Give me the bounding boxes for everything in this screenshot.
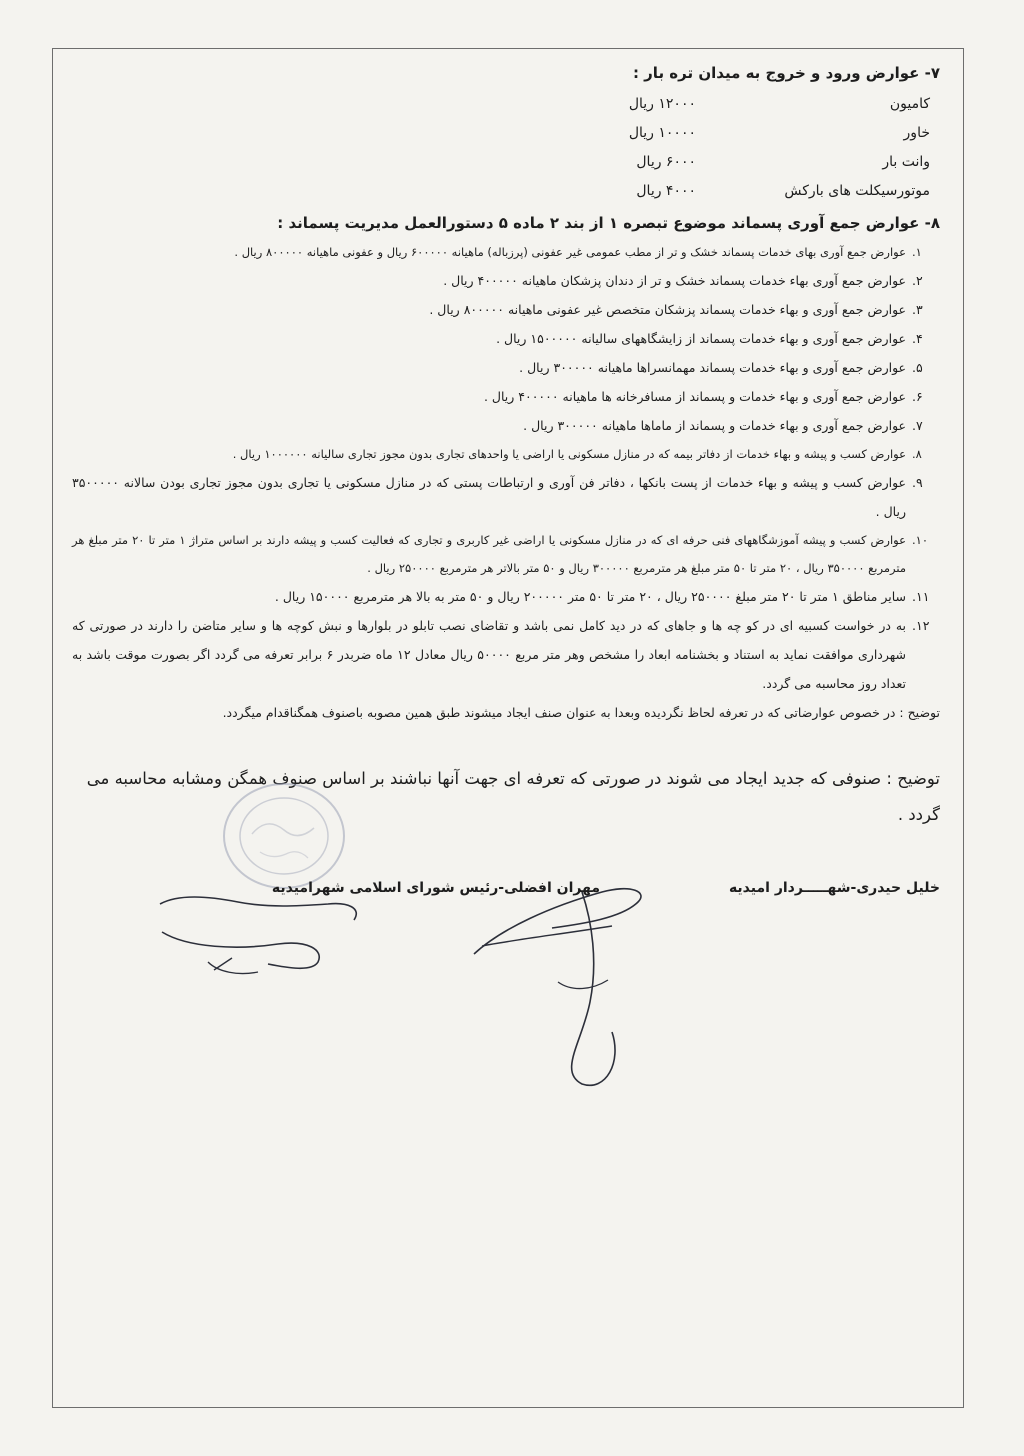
list-item [72, 353, 940, 382]
tariff-row [72, 177, 940, 206]
item-text: سایر مناطق ۱ متر تا ۲۰ متر مبلغ ۲۵۰۰۰۰ ریال ، ۲۰ متر تا ۵۰ متر ۲۰۰۰۰۰ ریال و ۵۰ متر به بالا هر مترمربع ۱۵۰۰۰۰ ریال . [274, 589, 906, 604]
item-number: ۸. [912, 447, 922, 461]
list-item [72, 238, 940, 266]
item-number: ۳. [912, 302, 923, 317]
vehicle-price: ۶۰۰۰ ریال [636, 154, 696, 170]
item-text: عوارض کسب و پیشه و بهاء خدمات از پست بانکها ، دفاتر فن آوری و ارتباطات پستی که در منازل مسکونی یا تجاری بدون مجوز تجاری بودن سالانه ۳۵۰۰۰۰۰ ریال . [72, 475, 906, 519]
list-item [72, 440, 940, 468]
vehicle-name: خاور [903, 125, 930, 141]
section-8-note: توضیح : در خصوص عوارضاتی که در تعرفه لحاظ نگردیده وبعدا به عنوان صنف ایجاد میشوند طبق همین مصوبه باصنوف همگناقدام میگردد. [222, 705, 940, 720]
section-8-list [72, 238, 940, 698]
item-number: ۱۰. [912, 533, 929, 547]
list-item [72, 582, 940, 611]
item-number: ۶. [912, 389, 923, 404]
item-text: عوارض جمع آوری و بهاء خدمات پسماند مهمانسراها ماهیانه ۳۰۰۰۰۰ ریال . [519, 360, 906, 375]
item-text: عوارض جمع آوری و بهاء خدمات پسماند از زایشگاههای سالیانه ۱۵۰۰۰۰۰ ریال . [496, 331, 906, 346]
item-number: ۴. [912, 331, 923, 346]
tariff-row [72, 90, 940, 119]
vehicle-name: وانت بار [882, 154, 930, 170]
item-number: ۱۲. [912, 618, 930, 633]
vehicle-name: موتورسیکلت های بارکش [784, 183, 930, 199]
final-note: توضیح : صنوفی که جدید ایجاد می شوند در صورتی که تعرفه ای جهت آنها نباشند بر اساس صنوف همگن ومشابه محاسبه می گردد . [86, 769, 940, 824]
list-item [72, 295, 940, 324]
item-number: ۹. [912, 475, 923, 490]
item-text: عوارض کسب و پیشه آموزشگاههای فنی حرفه ای که در منازل مسکونی یا اراضی غیر کاربری و تجاری که فعالیت کسب و پیشه دارند بر اساس متراژ ۱ متر تا ۲۰ متر مبلغ هر مترمربع ۳۵۰۰۰۰ ریال ، ۲۰ متر تا ۵۰ متر مبلغ هر مترمربع ۳۰۰۰۰۰ ریال و ۵۰ متر بالاتر هر مترمربع ۲۵۰۰۰۰ ریال . [72, 533, 906, 575]
list-item [72, 411, 940, 440]
tariff-row [72, 148, 940, 177]
mayor-signature-icon [462, 862, 662, 1092]
tariff-row [72, 119, 940, 148]
item-text: عوارض جمع آوری بهاء خدمات پسماند خشک و تر از دندان پزشکان ماهیانه ۴۰۰۰۰۰ ریال . [443, 273, 906, 288]
mayor-signature-label: خلیل حیدری-شهـــــردار امیدیه [728, 880, 940, 896]
item-number: ۲. [912, 273, 923, 288]
vehicle-price: ۴۰۰۰ ریال [636, 183, 696, 199]
list-item [72, 382, 940, 411]
list-item [72, 266, 940, 295]
item-text: عوارض جمع آوری و بهاء خدمات و پسماند از ماماها ماهیانه ۳۰۰۰۰۰ ریال . [523, 418, 906, 433]
item-text: عوارض کسب و پیشه و بهاء خدمات از دفاتر بیمه که در منازل مسکونی یا اراضی یا واحدهای تجاری بدون مجوز تجاری سالیانه ۱۰۰۰۰۰۰ ریال . [232, 447, 906, 461]
item-text: عوارض جمع آوری و بهاء خدمات پسماند پزشکان متخصص غیر عفونی ماهیانه ۸۰۰۰۰۰ ریال . [429, 302, 906, 317]
council-signature-icon [148, 884, 388, 984]
list-item [72, 611, 940, 698]
section-8-title: ۸- عوارض جمع آوری پسماند موضوع تبصره ۱ از بند ۲ ماده ۵ دستورالعمل مدیریت پسماند : [277, 214, 940, 232]
list-item [72, 526, 940, 582]
list-item [72, 324, 940, 353]
item-number: ۱۱. [912, 589, 930, 604]
vehicle-price: ۱۲۰۰۰ ریال [628, 96, 696, 112]
item-text: عوارض جمع آوری و بهاء خدمات و پسماند از مسافرخانه ها ماهیانه ۴۰۰۰۰۰ ریال . [483, 389, 906, 404]
item-number: ۱. [912, 245, 922, 259]
item-number: ۷. [912, 418, 923, 433]
item-number: ۵. [912, 360, 923, 375]
vehicle-name: کامیون [889, 96, 930, 112]
section-7-title: ۷- عوارض ورود و خروج به میدان تره بار : [632, 64, 940, 82]
vehicle-price: ۱۰۰۰۰ ریال [628, 125, 696, 141]
item-text: به در خواست کسبیه ای در کو چه ها و جاهای که در دید کامل نمی باشد و تقاضای نصب تابلو در بلوارها و نبش کوچه ها و سایر متاضن را دارند در صورتی که شهرداری موافقت نماید به استناد و بخشنامه ابعاد را مشخص وهر متر مربع ۵۰۰۰۰ ریال معادل ۱۲ ماه ضربدر ۶ برابر تعرفه می گردد اگر بصورت موقت باشد به تعداد روز محاسبه می گردد. [72, 618, 907, 691]
document-body [72, 60, 940, 833]
section-7-list [72, 90, 940, 206]
list-item [72, 468, 940, 526]
council-signature-label: مهران افضلی-رئیس شورای اسلامی شهرامیدیه [271, 880, 600, 896]
item-text: عوارض جمع آوری بهای خدمات پسماند خشک و تر از مطب عمومی غیر عفونی (پرزباله) ماهیانه ۶۰۰۰۰۰ ریال و عفونی ماهیانه ۸۰۰۰۰۰ ریال . [234, 245, 906, 259]
